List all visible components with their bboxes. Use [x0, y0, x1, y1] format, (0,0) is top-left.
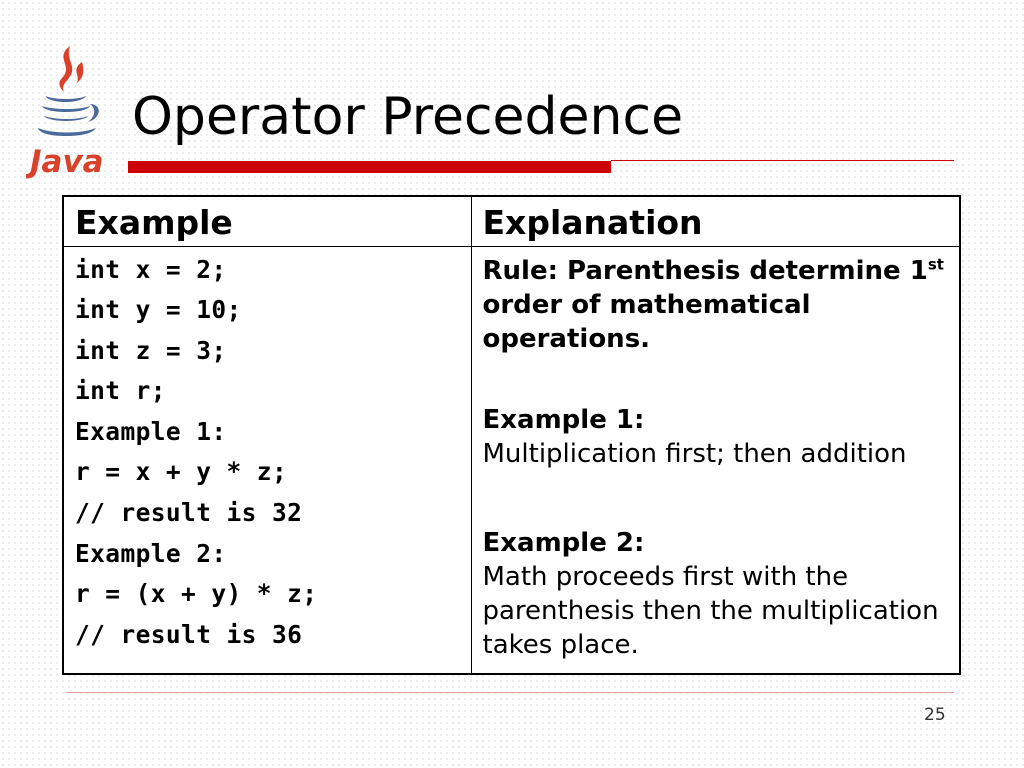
java-cup-icon [46, 96, 86, 102]
rule-text-end: order of mathematical operations. [482, 289, 811, 354]
code-line: Example 2: [75, 538, 227, 568]
footer-line [66, 692, 954, 693]
code-line: int y = 10; [75, 295, 242, 325]
example2-text: Math proceeds first with the parenthesis then the multiplication takes place. [482, 561, 939, 660]
table-row [63, 246, 960, 674]
page-number: 25 [924, 705, 946, 725]
code-line: // result is 36 [75, 619, 303, 649]
example1-heading: Example 1: [482, 404, 645, 435]
table-header-row [63, 196, 960, 246]
example2-heading: Example 2: [482, 527, 645, 558]
code-line: int x = 2; [75, 254, 227, 284]
java-logo-text: Java [30, 144, 104, 180]
title-underline-line [611, 160, 954, 161]
code-line: r = (x + y) * z; [75, 579, 318, 609]
code-line: // result is 32 [75, 498, 303, 528]
header-explanation: Explanation [471, 196, 960, 246]
code-cell [63, 246, 471, 674]
slide-title: Operator Precedence [132, 87, 684, 147]
precedence-table [62, 195, 961, 675]
title-underline-bar [128, 161, 611, 173]
rule-text [483, 254, 954, 356]
java-steam-icon [59, 46, 72, 92]
java-logo [26, 44, 108, 180]
rule-superscript: st [927, 254, 944, 273]
code-line: Example 1: [75, 416, 227, 446]
rule-text-start: Rule: Parenthesis determine 1 [482, 255, 928, 286]
code-line: int z = 3; [75, 335, 227, 365]
code-line: r = x + y * z; [75, 457, 288, 487]
header-example: Example [63, 196, 471, 246]
example1-text: Multiplication first; then addition [482, 438, 907, 469]
explanation-cell [471, 246, 960, 674]
code-line: int r; [75, 376, 166, 406]
